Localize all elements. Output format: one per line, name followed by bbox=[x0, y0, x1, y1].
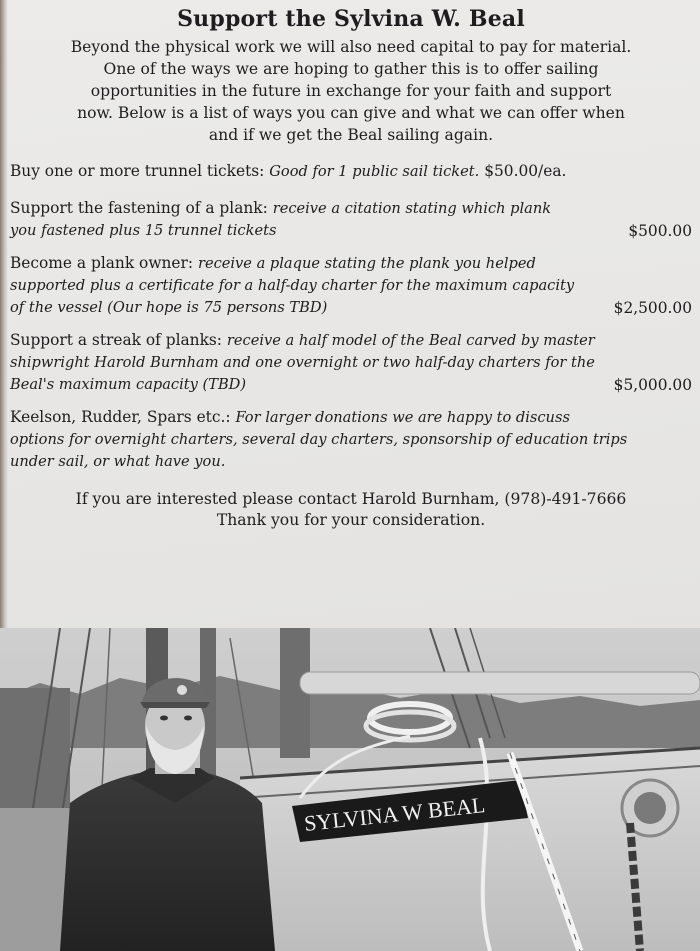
option-description: shipwright Harold Burnham and one overnight or two half-day charters for the bbox=[10, 354, 595, 371]
intro-line: Beyond the physical work we will also need capital to pay for material. bbox=[70, 38, 632, 56]
option-lead: Keelson, Rudder, Spars etc.: bbox=[10, 408, 231, 426]
flyer-text-block bbox=[10, 6, 692, 531]
option-price: $500.00 bbox=[628, 222, 692, 240]
donation-option-keelson-rudder-spars bbox=[10, 406, 692, 473]
flyer-title: Support the Sylvina W. Beal bbox=[177, 6, 525, 32]
option-lead: Support a streak of planks: bbox=[10, 331, 222, 349]
option-description: options for overnight charters, several day charters, sponsorship of education trips bbox=[10, 431, 628, 448]
option-lead: Become a plank owner: bbox=[10, 254, 194, 272]
option-description: For larger donations we are happy to discuss bbox=[235, 409, 570, 426]
photo-hull bbox=[240, 748, 700, 951]
donation-option-fasten-plank bbox=[10, 197, 692, 242]
option-description: Good for 1 public sail ticket. bbox=[269, 163, 480, 180]
donation-option-trunnel-tickets bbox=[10, 160, 692, 183]
option-lead: Buy one or more trunnel tickets: bbox=[10, 162, 265, 180]
option-description: of the vessel (Our hope is 75 persons TBD) bbox=[10, 299, 328, 316]
intro-paragraph bbox=[10, 36, 692, 146]
nameboard-text: SYLVINA W BEAL bbox=[302, 792, 487, 836]
photo-boom bbox=[300, 672, 700, 694]
closing-block bbox=[10, 489, 692, 531]
option-description: receive a plaque stating the plank you helped bbox=[197, 255, 536, 272]
option-price: $50.00/ea. bbox=[484, 162, 567, 180]
option-description: Beal's maximum capacity (TBD) bbox=[10, 376, 247, 393]
intro-line: now. Below is a list of ways you can give and what we can offer when bbox=[77, 104, 625, 122]
option-description: under sail, or what have you. bbox=[10, 453, 226, 470]
donation-option-streak-of-planks bbox=[10, 329, 692, 396]
option-description: receive a citation stating which plank bbox=[272, 200, 552, 217]
contact-line: If you are interested please contact Harold Burnham, (978)-491-7666 bbox=[75, 490, 627, 508]
option-price: $5,000.00 bbox=[613, 376, 692, 394]
intro-line: and if we get the Beal sailing again. bbox=[208, 126, 494, 144]
schooner-photo bbox=[0, 628, 700, 951]
donation-option-plank-owner bbox=[10, 252, 692, 319]
option-lead: Support the fastening of a plank: bbox=[10, 199, 268, 217]
schooner-photo-illustration bbox=[0, 628, 700, 951]
option-price: $2,500.00 bbox=[613, 299, 692, 317]
option-description: supported plus a certificate for a half-day charter for the maximum capacity bbox=[10, 277, 575, 294]
option-description: receive a half model of the Beal carved by master bbox=[226, 332, 595, 349]
intro-line: One of the ways we are hoping to gather this is to offer sailing bbox=[103, 60, 599, 78]
intro-line: opportunities in the future in exchange for your faith and support bbox=[90, 82, 612, 100]
thank-you-line: Thank you for your consideration. bbox=[216, 511, 486, 529]
option-description: you fastened plus 15 trunnel tickets bbox=[10, 222, 277, 239]
